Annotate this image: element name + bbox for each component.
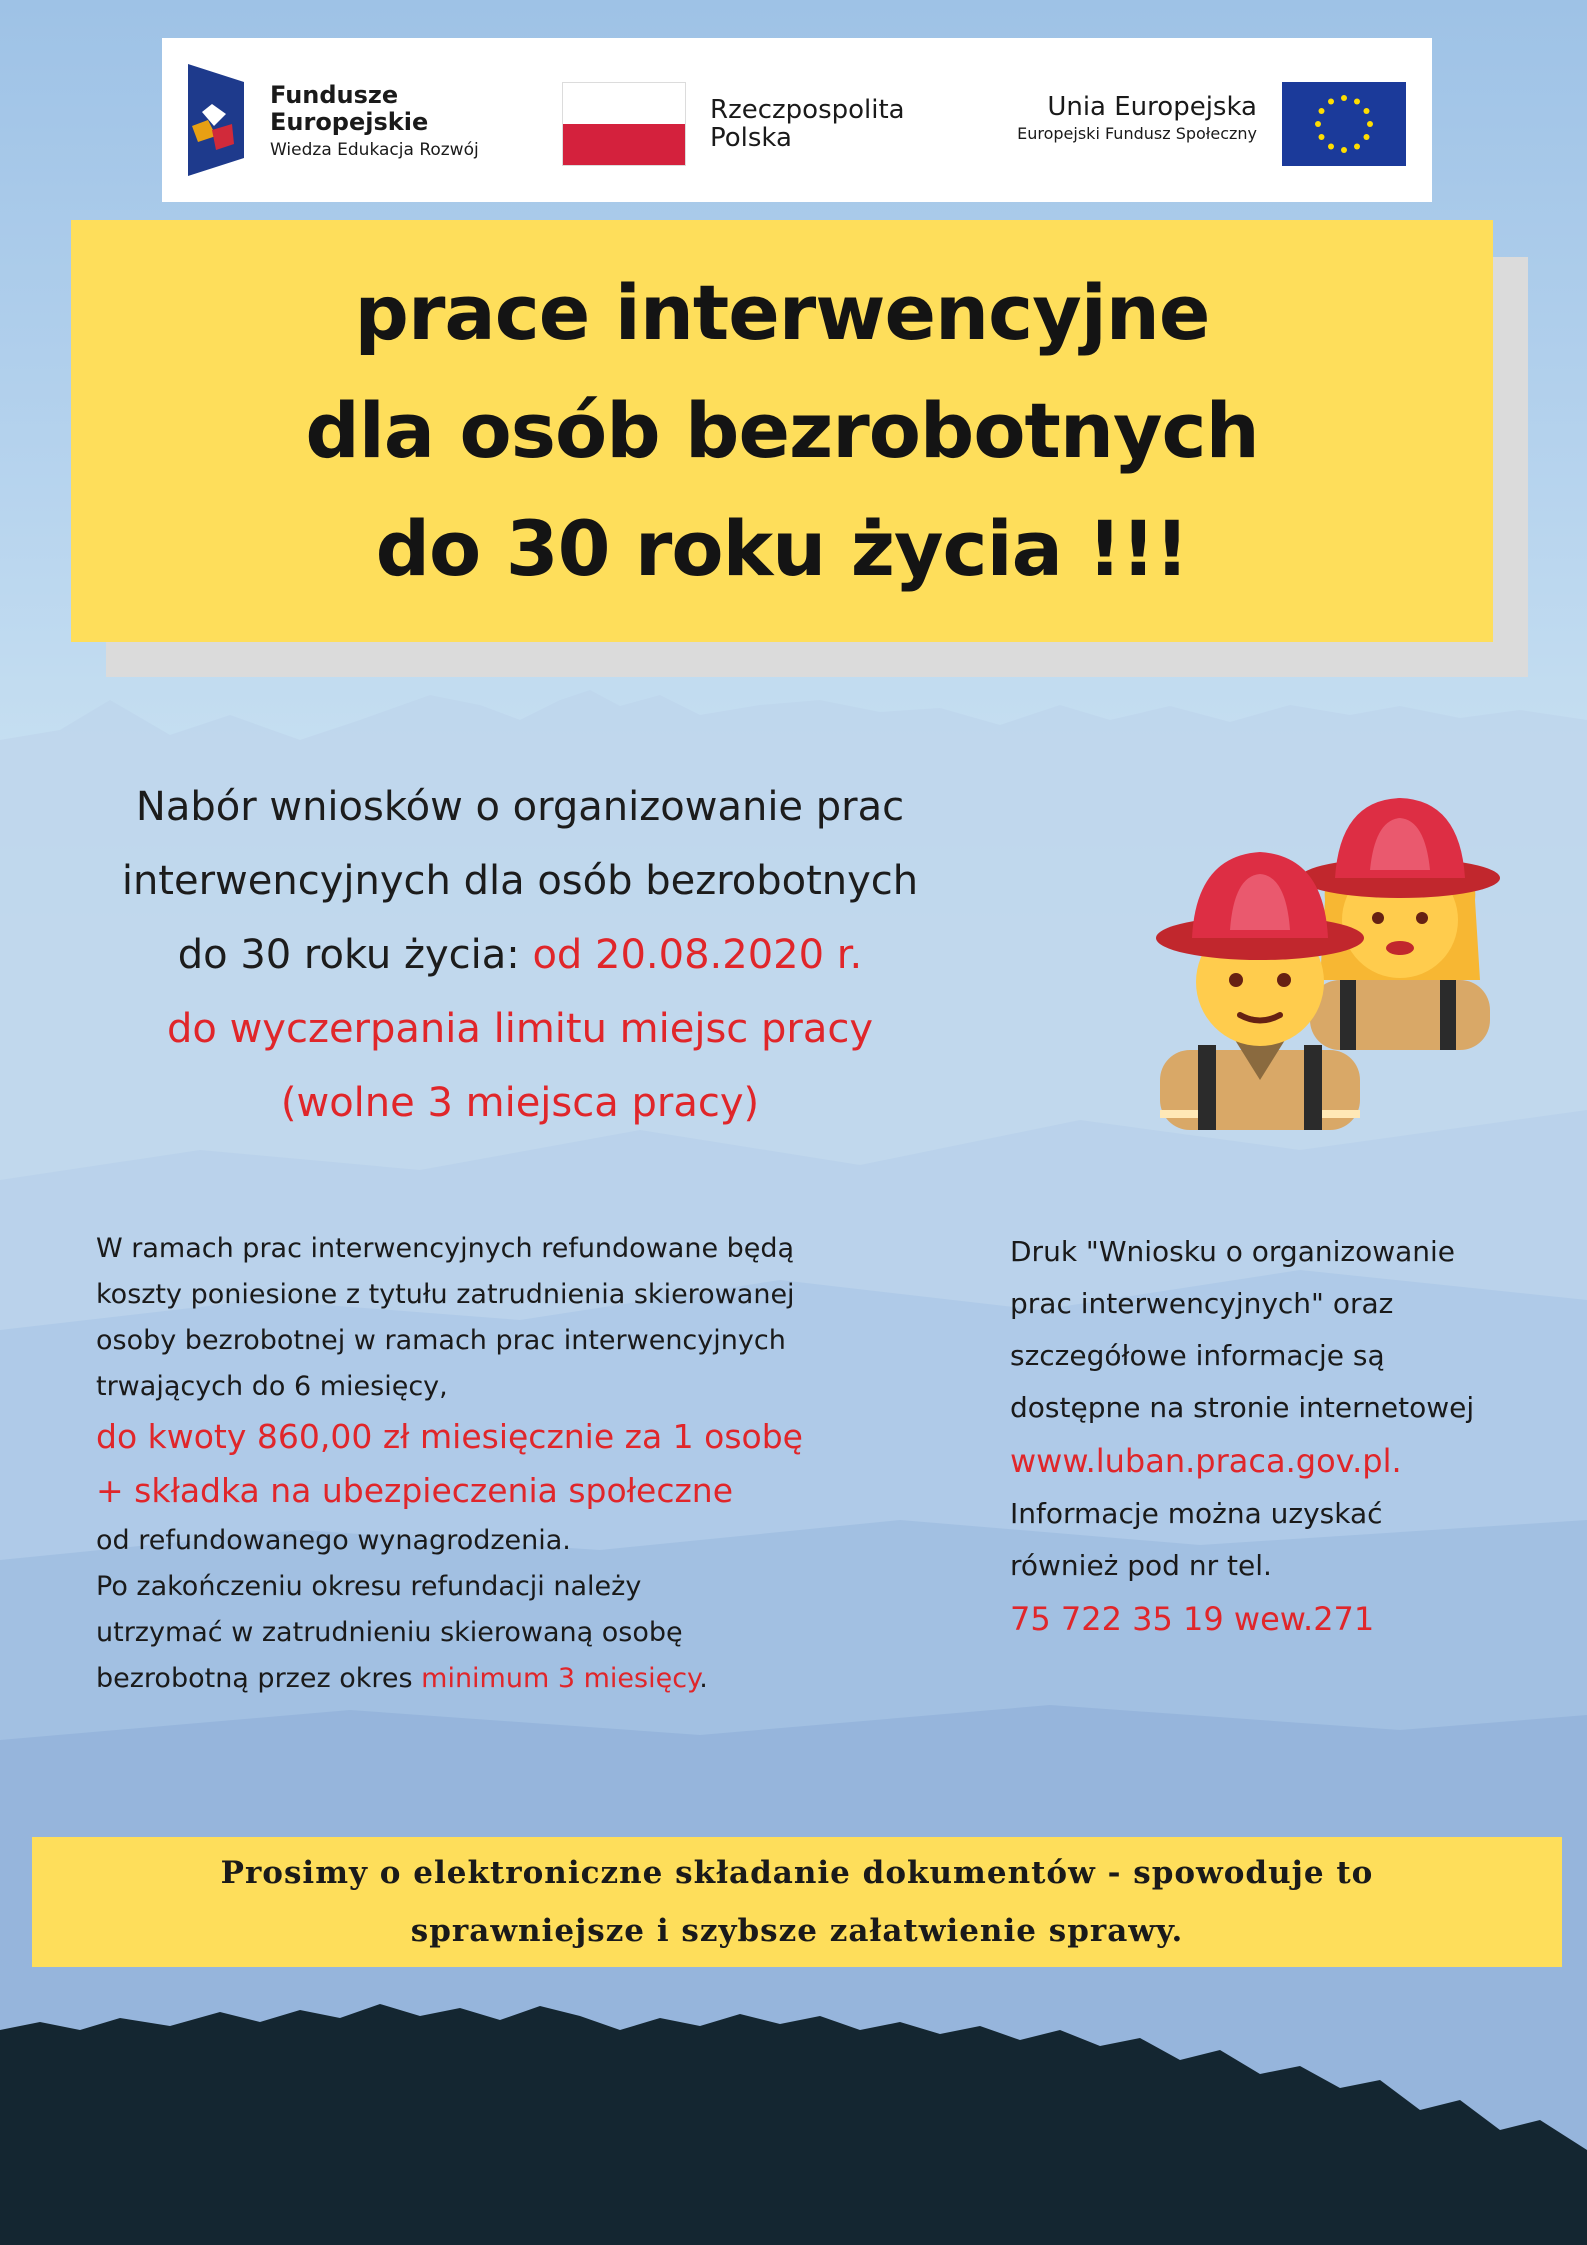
refund-line9: utrzymać w zatrudnieniu skierowaną osobę <box>96 1617 683 1648</box>
refund-line1: W ramach prac interwencyjnych refundowane będą <box>96 1233 795 1264</box>
refund-line10-end: . <box>699 1663 708 1694</box>
refund-contribution: + składka na ubezpieczenia społeczne <box>96 1471 734 1510</box>
rp-line2: Polska <box>710 123 792 153</box>
two-firefighters-icon <box>1150 790 1500 1130</box>
funding-logos-bar <box>162 38 1432 202</box>
footer-line2: sprawniejsze i szybsze załatwienie sprawy. <box>410 1913 1184 1949</box>
poland-flag-icon <box>562 82 686 166</box>
refund-line2: koszty poniesione z tytułu zatrudnienia skierowanej <box>96 1279 795 1310</box>
contact-info <box>1010 1226 1570 1646</box>
electronic-submission-text <box>221 1844 1374 1960</box>
headline-line3: do 30 roku życia !!! <box>375 504 1189 593</box>
headline-banner <box>71 220 1493 642</box>
minimum-period: minimum 3 miesięcy <box>421 1663 700 1694</box>
refund-line10-text: bezrobotną przez okres <box>96 1663 422 1694</box>
refund-line4: trwających do 6 miesięcy, <box>96 1371 448 1402</box>
headline-line2: dla osób bezrobotnych <box>305 386 1259 475</box>
contact-line6: Informacje można uzyskać <box>1010 1497 1383 1530</box>
rp-line1: Rzeczpospolita <box>710 95 905 125</box>
phone-number: 75 722 35 19 wew.271 <box>1010 1600 1375 1638</box>
start-date: od 20.08.2020 r. <box>532 932 863 978</box>
refund-line8: Po zakończeniu okresu refundacji należy <box>96 1571 642 1602</box>
contact-line4: dostępne na stronie internetowej <box>1010 1391 1475 1424</box>
ue-line1: Unia Europejska <box>1047 92 1257 122</box>
recruitment-announcement <box>60 770 980 1140</box>
intro-line1: Nabór wniosków o organizowanie prac <box>135 784 905 830</box>
footer-line1: Prosimy o elektroniczne składanie dokumentów - spowoduje to <box>220 1855 1374 1891</box>
refund-details <box>96 1226 916 1702</box>
refund-amount: do kwoty 860,00 zł miesięcznie za 1 osobę <box>96 1417 803 1456</box>
headline-line1: prace interwencyjne <box>354 268 1210 357</box>
website-link[interactable]: www.luban.praca.gov.pl. <box>1010 1442 1402 1480</box>
fe-program: Wiedza Edukacja Rozwój <box>270 140 479 160</box>
fundusze-europejskie-logo-icon <box>188 64 244 176</box>
rzeczpospolita-text <box>710 96 905 152</box>
unia-europejska-text <box>1017 92 1257 146</box>
ue-line2: Europejski Fundusz Społeczny <box>1017 124 1257 143</box>
contact-line1: Druk "Wniosku o organizowanie <box>1010 1235 1456 1268</box>
intro-line3-text: do 30 roku życia: <box>177 932 533 978</box>
fe-name-line2: Europejskie <box>270 108 429 136</box>
intro-line4: do wyczerpania limitu miejsc pracy <box>166 1006 873 1052</box>
refund-line7: od refundowanego wynagrodzenia. <box>96 1525 571 1556</box>
refund-line10 <box>96 1656 916 1702</box>
fe-name-line1: Fundusze <box>270 81 399 109</box>
contact-line2: prac interwencyjnych" oraz <box>1010 1287 1394 1320</box>
contact-line7: również pod nr tel. <box>1010 1549 1272 1582</box>
eu-flag-icon <box>1282 82 1406 166</box>
intro-line3 <box>60 918 980 992</box>
refund-line3: osoby bezrobotnej w ramach prac interwencyjnych <box>96 1325 786 1356</box>
headline-title <box>305 254 1258 608</box>
electronic-submission-banner <box>32 1837 1562 1967</box>
fundusze-europejskie-text <box>270 82 479 162</box>
intro-line2: interwencyjnych dla osób bezrobotnych <box>121 858 919 904</box>
contact-line3: szczegółowe informacje są <box>1010 1339 1385 1372</box>
free-places: (wolne 3 miejsca pracy) <box>280 1080 760 1126</box>
